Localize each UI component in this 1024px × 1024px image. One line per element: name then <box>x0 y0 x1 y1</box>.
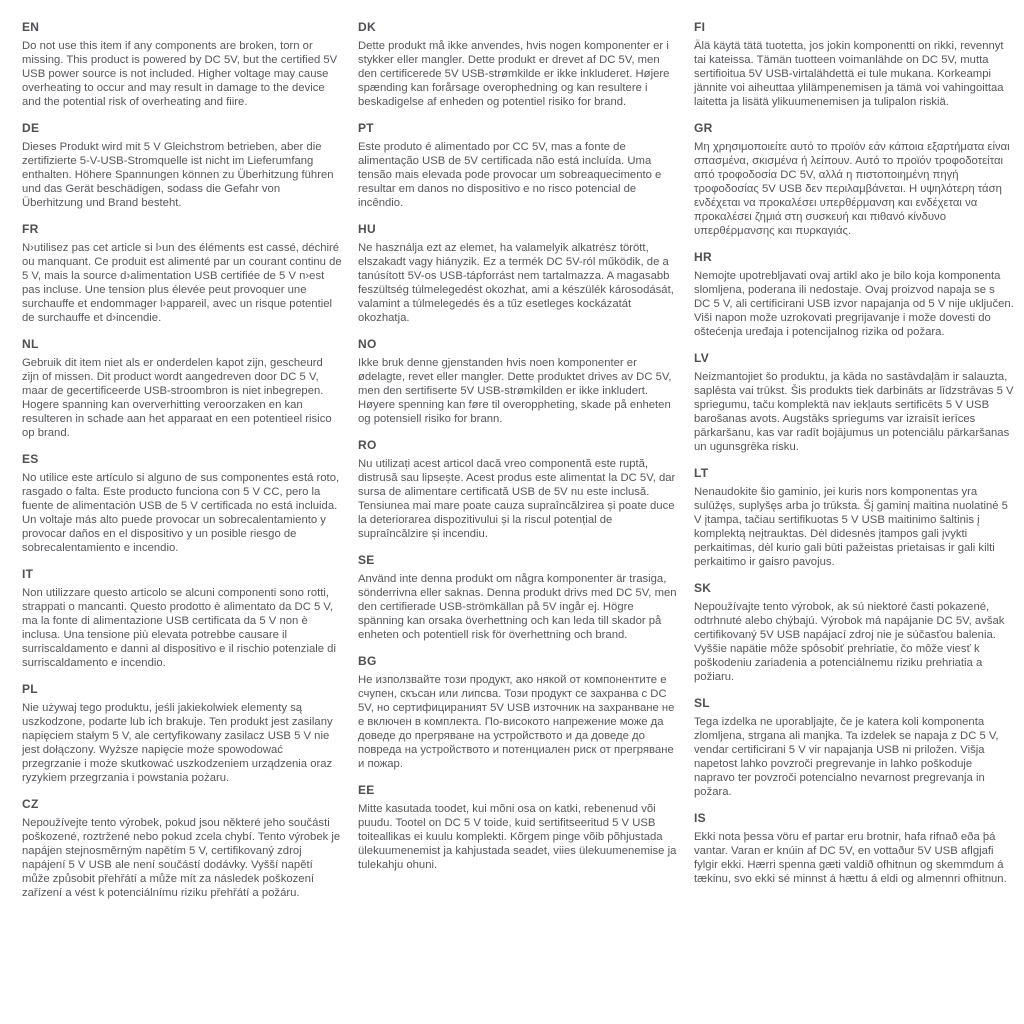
lang-code-sl: SL <box>694 696 710 710</box>
lang-text-gr: Μη χρησιμοποιείτε αυτό το προϊόν εάν κάποια εξαρτήματα είναι σπασμένα, σκισμένα ή λείπουν. Αυτό το προϊόν τροφοδοτείται από τροφοδοσία DC 5V, αλλά η πιστοποιημένη πηγή τροφοδοσίας 5V USB δεν περιλαμβάνεται. Η υψηλότερη τάση ενδέχεται να προκαλέσει υπερθέρμανση και ενδέχεται να προκαλέσει ζημιά στη συσκευή και πιθανό κίνδυνο υπερθέρμανσης και πυρκαγιάς. <box>694 141 1010 237</box>
lang-section-gr <box>694 121 1014 238</box>
lang-section-ro <box>358 438 678 541</box>
lang-section-se <box>358 553 678 642</box>
lang-section-es <box>22 452 342 555</box>
lang-text-hu: Ne használja ezt az elemet, ha valamelyik alkatrész törött, elszakadt vagy hiányzik. Ez a termék DC 5V-ról működik, de a tanúsított 5V-os USB-tápforrást nem tartalmazza. A magasabb feszültség túlmelegedést okozhat, ami a készülék károsodását, valamint a túlmelegedés és a tűz esetleges kockázatát okozhatja. <box>358 242 674 324</box>
lang-code-ee: EE <box>358 783 375 797</box>
lang-code-it: IT <box>22 567 34 581</box>
lang-section-bg <box>358 654 678 771</box>
lang-text-bg: Не използвайте този продукт, ако някой от компонентите е счупен, скъсан или липсва. Този продукт се захранва с DC 5V, но сертифицираният 5V USB източник на захранване не е включен в комплекта. По-високото напрежение може да доведе до прегряване на устройството и да доведе до повреда на устройството и потенциален риск от прегряване и пожар. <box>358 674 675 770</box>
lang-code-nl: NL <box>22 337 39 351</box>
lang-text-lt: Nenaudokite šio gaminio, jei kuris nors komponentas yra sulūžęs, suplyšęs arba jo trūksta. Šį gaminį maitina nuolatinė 5 V įtampa, tačiau sertifikuotas 5 V USB maitinimo šaltinis į komplektą neįtrauktas. Dėl didesnės įtampos gali įvykti perkaitimas, dėl kurio gali būti pažeistas prietaisas ir gali kilti perkaitimo ir gaisro pavojus. <box>694 486 1008 568</box>
lang-text-nl: Gebruik dit item niet als er onderdelen kapot zijn, gescheurd zijn of missen. Dit product wordt aangedreven door DC 5 V, maar de gecertificeerde USB-stroombron is niet inbegrepen. Hogere spanning kan oververhitting veroorzaken en kan resulteren in schade aan het apparaat en een potentieel risico op brand. <box>22 357 332 439</box>
lang-code-de: DE <box>22 121 40 135</box>
lang-code-dk: DK <box>358 20 376 34</box>
lang-section-fr <box>22 222 342 325</box>
lang-text-fr: N›utilisez pas cet article si l›un des éléments est cassé, déchiré ou manquant. Ce produit est alimenté par un courant continu de 5 V, mais la source d›alimentation USB certifiée de 5 V n›est pas incluse. Une tension plus élevée peut provoquer une surchauffe et endommager l›appareil, avec un risque potentiel de surchauffe et d›incendie. <box>22 242 342 324</box>
lang-section-cz <box>22 797 342 900</box>
lang-text-cz: Nepoužívejte tento výrobek, pokud jsou některé jeho součásti poškozené, roztržené nebo pokud zcela chybí. Tento výrobek je napájen stejnosměrným napětím 5 V, certifikovaný zdroj napájení 5 V USB ale není součástí dodávky. Vyšší napětí může způsobit přehřátí a může mít za následek poškození zařízení a vést k potenciálnímu riziku přehřátí a požáru. <box>22 817 341 899</box>
lang-code-gr: GR <box>694 121 713 135</box>
lang-section-hu <box>358 222 678 325</box>
lang-section-ee <box>358 783 678 872</box>
lang-section-sk <box>694 581 1014 684</box>
lang-code-ro: RO <box>358 438 377 452</box>
lang-code-bg: BG <box>358 654 377 668</box>
lang-text-pt: Este produto é alimentado por CC 5V, mas a fonte de alimentação USB de 5V certificada não está incluída. Uma tensão mais elevada pode provocar um sobreaquecimento e resultar em danos no dispositivo e no risco potencial de incêndio. <box>358 141 662 209</box>
lang-text-es: No utilice este artículo si alguno de sus componentes está roto, rasgado o falta. Este producto funciona con 5 V CC, pero la fuente de alimentación USB de 5 V certificada no está incluida. Un voltaje más alto puede provocar un sobrecalentamiento y provocar daños en el dispositivo y un posible riesgo de sobrecalentamiento e incendio. <box>22 472 340 554</box>
lang-code-fr: FR <box>22 222 39 236</box>
lang-section-en <box>22 20 342 109</box>
lang-code-es: ES <box>22 452 39 466</box>
lang-code-lt: LT <box>694 466 709 480</box>
lang-code-lv: LV <box>694 351 710 365</box>
lang-code-hu: HU <box>358 222 376 236</box>
lang-code-se: SE <box>358 553 375 567</box>
lang-text-ee: Mitte kasutada toodet, kui mõni osa on katki, rebenenud või puudu. Tootel on DC 5 V toide, kuid sertifitseeritud 5 V USB toiteallikas ei kuulu komplekti. Kõrgem pinge võib põhjustada ülekuumenemist ja kahjustada seadet, viies ülekuumenemise ja tulekahju ohuni. <box>358 803 677 871</box>
lang-text-lv: Neizmantojiet šo produktu, ja kāda no sastāvdaļām ir salauzta, saplēsta vai trūkst. Šis produkts tiek darbināts ar līdzstrāvas 5 V spriegumu, taču komplektā nav iekļauts sertificēts 5 V USB barošanas avots. Augstāks spriegums var izraisīt ierīces pārkaršanu, kas var radīt bojājumus un potenciālu pārkaršanas un ugunsgrēka risku. <box>694 371 1014 453</box>
lang-section-lt <box>694 466 1014 569</box>
lang-text-is: Ekki nota þessa vöru ef partar eru brotnir, hafa rifnað eða þá vantar. Varan er knúin af DC 5V, en vottaður 5V USB aflgjafi fylgir ekki. Hærri spenna gæti valdið ofhitnun og skemmdum á tækinu, svo ekki sé minnst á hættu á eldi og almennri ofhitnun. <box>694 831 1007 885</box>
lang-text-de: Dieses Produkt wird mit 5 V Gleichstrom betrieben, aber die zertifizierte 5-V-USB-Stromquelle ist nicht im Lieferumfang enthalten. Höhere Spannungen können zu Überhitzung führen und das Gerät beschädigen, sodass die Gefahr von Überhitzung und Brand besteht. <box>22 141 334 209</box>
lang-code-is: IS <box>694 811 706 825</box>
lang-section-de <box>22 121 342 210</box>
lang-code-fi: FI <box>694 20 706 34</box>
lang-text-en: Do not use this item if any components are broken, torn or missing. This product is powered by DC 5V, but the certified 5V USB power source is not included. Higher voltage may cause overheating to occur and may result in damage to the device and the potential risk of overheating and fiire. <box>22 40 338 108</box>
lang-code-en: EN <box>22 20 40 34</box>
lang-text-fi: Älä käytä tätä tuotetta, jos jokin komponentti on rikki, revennyt tai kateissa. Tämän tuotteen voimanlähde on DC 5V, mutta sertifioitua 5V USB-virtalähdettä ei tule mukana. Korkeampi jännite voi aiheuttaa ylilämpenemisen ja tämä voi vahingoittaa laitetta ja lisätä ylikuumenemisen ja tulipalon riskiä. <box>694 40 1004 108</box>
column-3 <box>694 20 1014 1004</box>
lang-section-no <box>358 337 678 426</box>
lang-section-is <box>694 811 1014 886</box>
lang-code-hr: HR <box>694 250 712 264</box>
lang-section-pl <box>22 682 342 785</box>
lang-section-nl <box>22 337 342 440</box>
column-2 <box>358 20 678 1004</box>
lang-text-sl: Tega izdelka ne uporabljajte, če je katera koli komponenta zlomljena, strgana ali manjka. Ta izdelek se napaja z DC 5 V, vendar certificirani 5 V vir napajanja USB ni priložen. Višja napetost lahko povzroči pregrevanje in lahko poškoduje napravo ter povzroči potencialno nevarnost pregrevanja in požara. <box>694 716 999 798</box>
lang-text-dk: Dette produkt må ikke anvendes, hvis nogen komponenter er i stykker eller mangler. Dette produkt er drevet af DC 5V, men den certificerede 5V USB-strømkilde er ikke inkluderet. Højere spænding kan forårsage overophedning og kan resultere i beskadigelse af enheden og potentiel risiko for brand. <box>358 40 670 108</box>
lang-text-hr: Nemojte upotrebljavati ovaj artikl ako je bilo koja komponenta slomljena, poderana ili nedostaje. Ovaj proizvod napaja se s DC 5 V, ali certificirani USB izvor napajanja od 5 V nije uključen. Viši napon može uzrokovati pregrijavanje i može dovesti do oštećenja uređaja i potencijalnog rizika od požara. <box>694 270 1014 338</box>
lang-section-lv <box>694 351 1014 454</box>
lang-section-dk <box>358 20 678 109</box>
lang-text-ro: Nu utilizați acest articol dacă vreo componentă este ruptă, distrusă sau lipsește. Acest produs este alimentat la DC 5V, dar sursa de alimentare certificată USB de 5V nu este inclusă. Tensiunea mai mare poate cauza supraîncălzirea și poate duce la deteriorarea dispozitivului și la riscul potențial de supraîncălzire și incendiu. <box>358 458 676 540</box>
lang-code-pl: PL <box>22 682 38 696</box>
lang-code-pt: PT <box>358 121 374 135</box>
lang-section-hr <box>694 250 1014 339</box>
lang-section-it <box>22 567 342 670</box>
lang-text-se: Använd inte denna produkt om några komponenter är trasiga, sönderrivna eller saknas. Denna produkt drivs med DC 5V, men den certifierade USB-strömkällan på 5V ingår ej. Högre spänning kan orsaka överhettning och kan leda till skador på enheten och potentiell risk för överhettning och brand. <box>358 573 677 641</box>
column-1 <box>22 20 342 1004</box>
lang-code-cz: CZ <box>22 797 39 811</box>
lang-code-sk: SK <box>694 581 712 595</box>
lang-code-no: NO <box>358 337 377 351</box>
lang-text-pl: Nie używaj tego produktu, jeśli jakiekolwiek elementy są uszkodzone, podarte lub ich brakuje. Ten produkt jest zasilany napięciem stałym 5 V, ale certyfikowany zasilacz USB 5 V nie jest dołączony. Wyższe napięcie może spowodować przegrzanie i może skutkować uszkodzeniem urządzenia oraz ryzykiem przegrzania i powstania pożaru. <box>22 702 333 784</box>
lang-section-sl <box>694 696 1014 799</box>
lang-text-it: Non utilizzare questo articolo se alcuni componenti sono rotti, strappati o mancanti. Questo prodotto è alimentato da DC 5 V, ma la fonte di alimentazione USB certificata da 5 V non è inclusa. Una tensione più elevata potrebbe causare il surriscaldamento e danni al dispositivo e il rischio potenziale di surriscaldamento e incendio. <box>22 587 336 669</box>
lang-text-no: Ikke bruk denne gjenstanden hvis noen komponenter er ødelagte, revet eller mangler. Dette produktet drives av DC 5V, men den sertifiserte 5V USB-strømkilden er ikke inkludert. Høyere spenning kan føre til overoppheting, skade på enheten og potensiell risiko for brann. <box>358 357 672 425</box>
lang-text-sk: Nepoužívajte tento výrobok, ak sú niektoré časti pokazené, odtrhnuté alebo chýbajú. Výrobok má napájanie DC 5V, avšak certifikovaný 5V USB napájací zdroj nie je súčasťou balenia. Vyššie napätie môže spôsobiť prehriatie, čo môže viesť k poškodeniu zariadenia a potenciálnemu riziku prehriatia a požiaru. <box>694 601 1005 683</box>
lang-section-pt <box>358 121 678 210</box>
lang-section-fi <box>694 20 1014 109</box>
